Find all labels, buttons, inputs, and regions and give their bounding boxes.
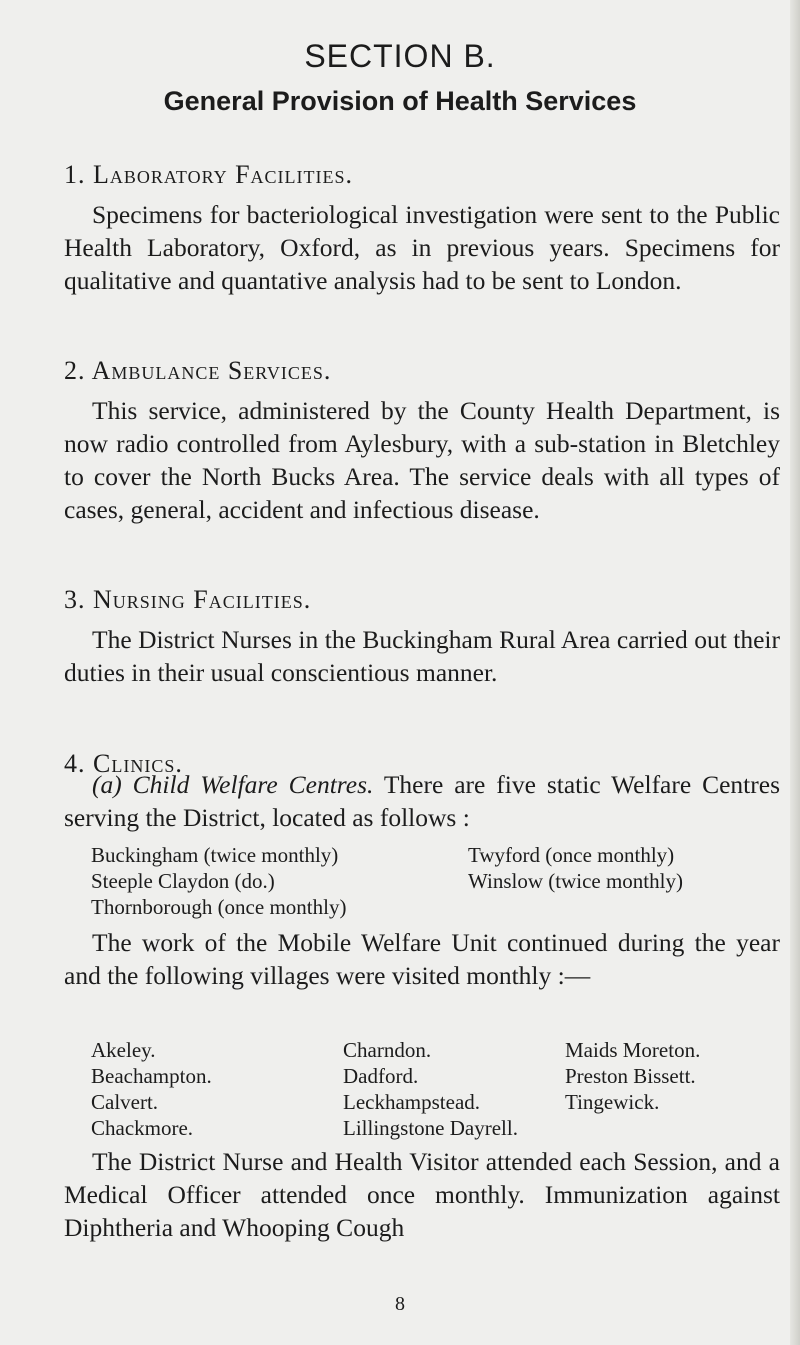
paragraph-welfare-centres (64, 768, 780, 834)
clinics-sub-label: (a) (92, 770, 122, 799)
village-item: Dadford. (343, 1064, 419, 1088)
page-number: 8 (395, 1293, 405, 1315)
village-item: Charndon. (343, 1038, 432, 1062)
paragraph-ambulance (64, 394, 780, 526)
closing-text: The District Nurse and Health Visitor attended each Session, and a Medical Officer attended once monthly. Immunization against Diphtheria and Whooping Cough (64, 1147, 780, 1242)
heading-nursing: 3. Nursing Facilities. (64, 585, 312, 614)
heading-laboratory: 1. Laboratory Facilities. (64, 160, 354, 189)
centre-item: Winslow (twice monthly) (468, 869, 683, 893)
centre-item: Thornborough (once monthly) (91, 895, 347, 919)
section-title: SECTION B. (304, 38, 496, 74)
village-item: Beachampton. (91, 1064, 212, 1088)
paragraph-nursing (64, 623, 780, 689)
nursing-text: The District Nurses in the Buckingham Rural Area carried out their duties in their usual conscientious manner. (64, 625, 780, 687)
paragraph-closing (64, 1145, 780, 1244)
ambulance-text: This service, administered by the County Health Department, is now radio controlled from Aylesbury, with a sub-station in Bletchley to cover the North Bucks Area. The service deals with all types of cases, general, accident and infectious disease. (64, 396, 780, 524)
village-item: Tingewick. (565, 1090, 660, 1114)
village-item: Calvert. (91, 1090, 159, 1114)
page-edge (790, 0, 800, 1345)
paragraph-mobile-unit (64, 926, 780, 992)
heading-ambulance: 2. Ambulance Services. (64, 356, 332, 385)
centre-item: Buckingham (twice monthly) (91, 843, 339, 867)
clinics-sub-text: There are five static Welfare Centres serving the District, located as follows : (64, 770, 781, 832)
village-item: Preston Bissett. (565, 1064, 696, 1088)
village-item: Leckhampstead. (343, 1090, 481, 1114)
section-subtitle: General Provision of Health Services (163, 86, 637, 116)
village-item: Akeley. (91, 1038, 156, 1062)
village-item: Maids Moreton. (565, 1038, 701, 1062)
heading-clinics: 4. Clinics. (64, 749, 183, 778)
village-item: Lillingstone Dayrell. (343, 1116, 518, 1140)
paragraph-laboratory (64, 198, 780, 297)
centre-item: Steeple Claydon (do.) (91, 869, 275, 893)
village-item: Chackmore. (91, 1116, 194, 1140)
mobile-text: The work of the Mobile Welfare Unit continued during the year and the following villages were visited monthly :— (64, 928, 780, 990)
clinics-sub-title: Child Welfare Centres. (132, 770, 374, 799)
centre-item: Twyford (once monthly) (468, 843, 675, 867)
laboratory-text: Specimens for bacteriological investigation were sent to the Public Health Laboratory, Oxford, as in previous years. Specimens for qualitative and quantative analysis had to be sent to London. (64, 200, 780, 295)
